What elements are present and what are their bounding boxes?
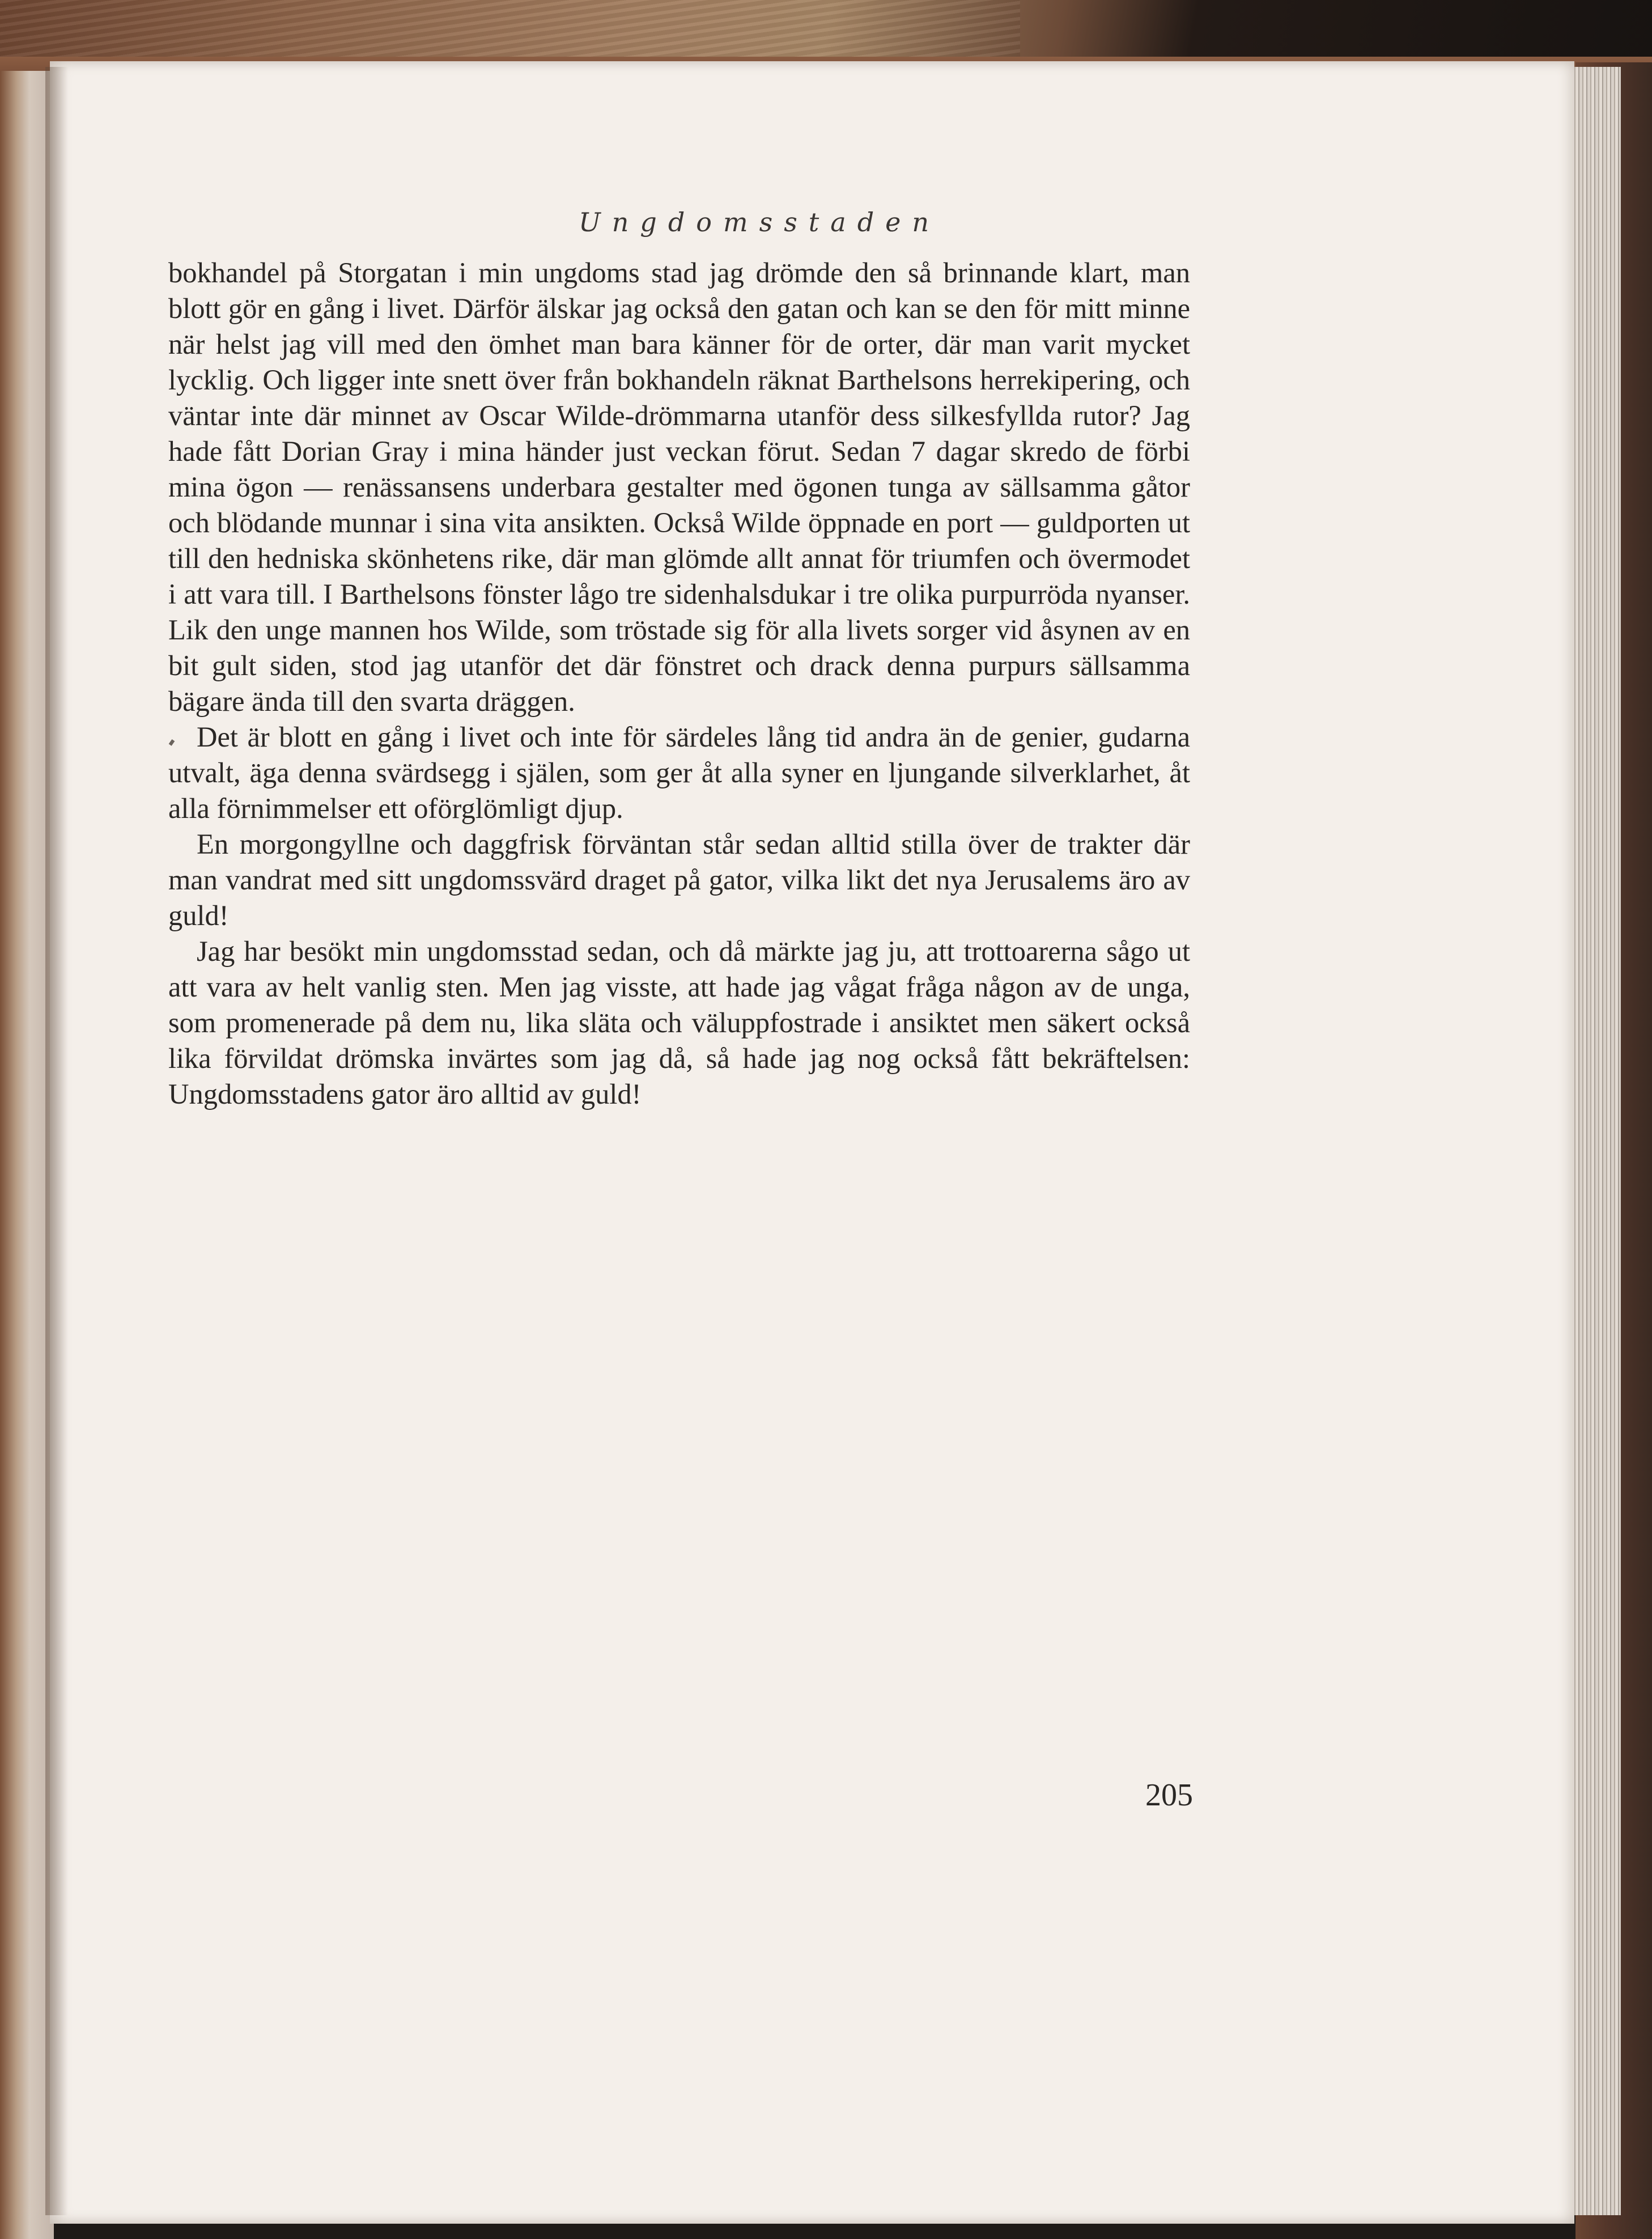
page-number: 205 <box>1145 1778 1193 1813</box>
paragraph-1: bokhandel på Storgatan i min ungdoms stad jag drömde den så brinnande klart, man blott gör en gång i livet. Därför älskar jag också den gatan och kan se den för mitt minne när helst jag vill med den ömhet man bara känner för de orter, där man varit mycket lycklig. Och ligger inte snett över från bokhandeln räknat Barthelsons herrekipering, och väntar inte där minnet av Oscar Wilde-drömmarna utanför dess silkesfyllda rutor? Jag hade fått Dorian Gray i mina händer just veckan förut. Sedan 7 dagar skredo de förbi mina ögon — renässansens underbara gestalter med ögonen tunga av sällsamma gåtor och blödande munnar i sina vita ansikten. Också Wilde öppnade en port — guldporten ut till den hedniska skönhetens rike, där man glömde allt annat för triumfen och övermodet i att vara till. I Barthelsons fönster lågo tre sidenhalsdukar i tre olika purpurröda nyanser. Lik den unge mannen hos Wilde, som tröstade sig för alla livets sorger vid åsynen av en bit gult siden, stod jag utanför det där fönstret och drack denna purpurs sällsamma bägare ända till den svarta dräggen. <box>168 257 1190 717</box>
paragraph-2: Det är blott en gång i livet och inte för särdeles lång tid andra än de genier, gudarna utvalt, äga denna svärdsegg i själen, som ger åt alla syner en ljungande silverklarhet, åt alla förnimmelser ett oförglömligt djup. <box>168 721 1190 824</box>
running-head: Ungdomsstaden <box>578 207 941 238</box>
paragraph-3: En morgongyllne och daggfrisk förväntan står sedan alltid stilla över de trakter där man vandrat med sitt ungdomssvärd draget på gator, vilka likt det nya Jerusalems äro av guld! <box>168 828 1190 931</box>
body-text <box>168 255 1190 1112</box>
paragraph-4: Jag har besökt min ungdomsstad sedan, och då märkte jag ju, att trottoarerna sågo ut att vara av helt vanlig sten. Men jag visste, att hade jag vågat fråga någon av de unga, som promenerade på dem nu, lika släta och väluppfostrade i ansiktet men säkert också lika förvildat drömska invärtes som jag då, så hade jag nog också fått bekräftelsen: Ungdomsstadens gator äro alltid av guld! <box>168 935 1190 1110</box>
gutter-shadow <box>45 67 68 2215</box>
